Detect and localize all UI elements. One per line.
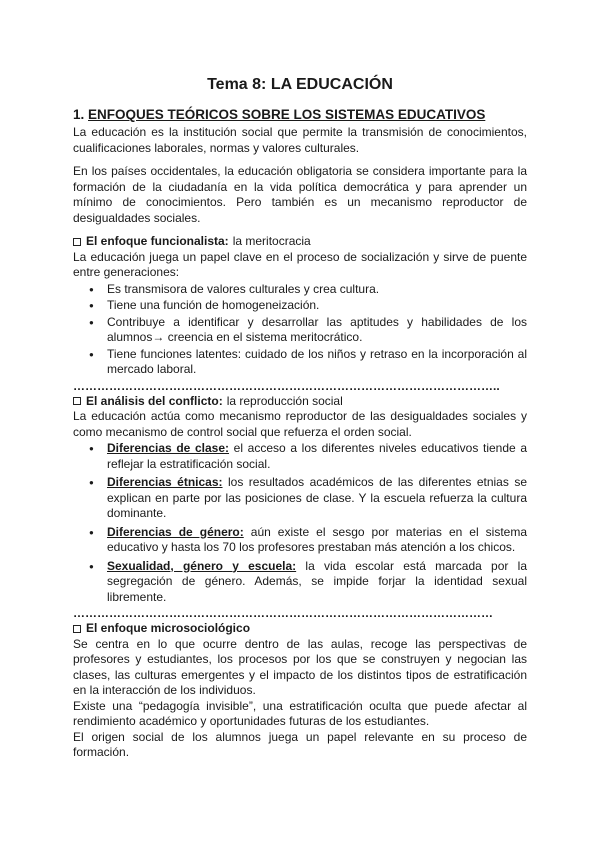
dotted-separator: ……………………………………………………………………………………………..	[73, 379, 500, 392]
subsection-heading-microsociologico	[73, 621, 527, 637]
list-item-text: los resultados académicos de las diferentes etnias se explican en parte por las posiciones de clase. Y la escuela refuerza la cultura dominante.	[107, 475, 527, 520]
list-item	[107, 559, 527, 606]
subsection-heading-funcionalista	[73, 234, 527, 250]
checkbox-square-icon	[73, 238, 81, 246]
list-item: ● Contribuye a identificar y desarrollar las aptitudes y habilidades de los alumnos→ creencia en el sistema meritocrático.	[107, 315, 527, 346]
subsection-title: El análisis del conflicto:	[86, 393, 223, 408]
paragraph: Se centra en lo que ocurre dentro de las aulas, recoge las perspectivas de profesores y estudiantes, los procesos por los que se construyen y negocian las clases, las culturas emergentes y el impacto de los distintos tipos de estratificación en la interacción de los individuos.	[73, 636, 527, 697]
paragraph: En los países occidentales, la educación obligatoria se considera importante para la formación de la ciudadanía en la vida política democrática y para aprender un mínimo de conocimientos. Pero también es un mecanismo reproductor de desigualdades sociales.	[73, 164, 527, 225]
list-item-term: Sexualidad, género y escuela:	[107, 558, 297, 573]
paragraph: La educación es la institución social que permite la transmisión de conocimientos, cualificaciones laborales, normas y valores culturales.	[73, 125, 527, 155]
dotted-separator: ……………………………………………………………………………………………	[73, 607, 493, 619]
checkbox-square-icon	[73, 625, 81, 633]
list-item-term: Diferencias étnicas:	[107, 475, 223, 489]
subsection-title: El enfoque microsociológico	[86, 621, 251, 635]
list-item	[107, 441, 527, 472]
paragraph: El origen social de los alumnos juega un papel relevante en su proceso de formación.	[73, 729, 527, 759]
paragraph: Existe una “pedagogía invisible”, una estratificación oculta que puede afectar al rendimiento académico y oportunidades futuras de los estudiantes.	[73, 698, 527, 728]
paragraph: La educación juega un papel clave en el proceso de socialización y sirve de puente entre generaciones:	[73, 249, 527, 279]
section-heading	[73, 106, 527, 123]
section-number: 1.	[73, 107, 85, 122]
list-item-term: Diferencias de género:	[107, 524, 244, 539]
list-item-text: aún existe el sesgo por materias en el sistema educativo y hasta los 70 los profesores prestaban más atención a los chicos.	[107, 524, 528, 554]
subsection-heading-conflicto	[73, 394, 527, 410]
list-item-term: Diferencias de clase:	[107, 441, 230, 455]
subsection-subtitle: la meritocracia	[232, 234, 311, 248]
list-item: ● Es transmisora de valores culturales y crea cultura.	[107, 282, 527, 298]
page-title: Tema 8: LA EDUCACIÓN	[207, 76, 393, 93]
list-item: ● Tiene una función de homogeneización.	[107, 298, 527, 314]
section-heading-text: ENFOQUES TEÓRICOS SOBRE LOS SISTEMAS EDUCATIVOS	[88, 107, 486, 122]
subsection-title: El enfoque funcionalista:	[86, 234, 229, 248]
subsection-subtitle: la reproducción social	[226, 393, 343, 408]
checkbox-square-icon	[73, 397, 81, 405]
list-item-text: el acceso a los diferentes niveles educativos tiende a reflejar la estratificación social.	[107, 441, 528, 471]
bullet-list	[73, 282, 527, 378]
list-item-text: la vida escolar está marcada por la segregación de género. Además, se impide forjar la identidad sexual libremente.	[107, 558, 527, 604]
list-item	[107, 475, 527, 522]
bullet-list	[73, 441, 527, 605]
paragraph: La educación actúa como mecanismo reproductor de las desigualdades sociales y como mecanismo de control social que refuerza el orden social.	[73, 409, 527, 439]
document-body	[73, 106, 527, 761]
list-item	[107, 525, 527, 556]
list-item: ● Tiene funciones latentes: cuidado de los niños y retraso en la incorporación al mercado laboral.	[107, 347, 527, 378]
